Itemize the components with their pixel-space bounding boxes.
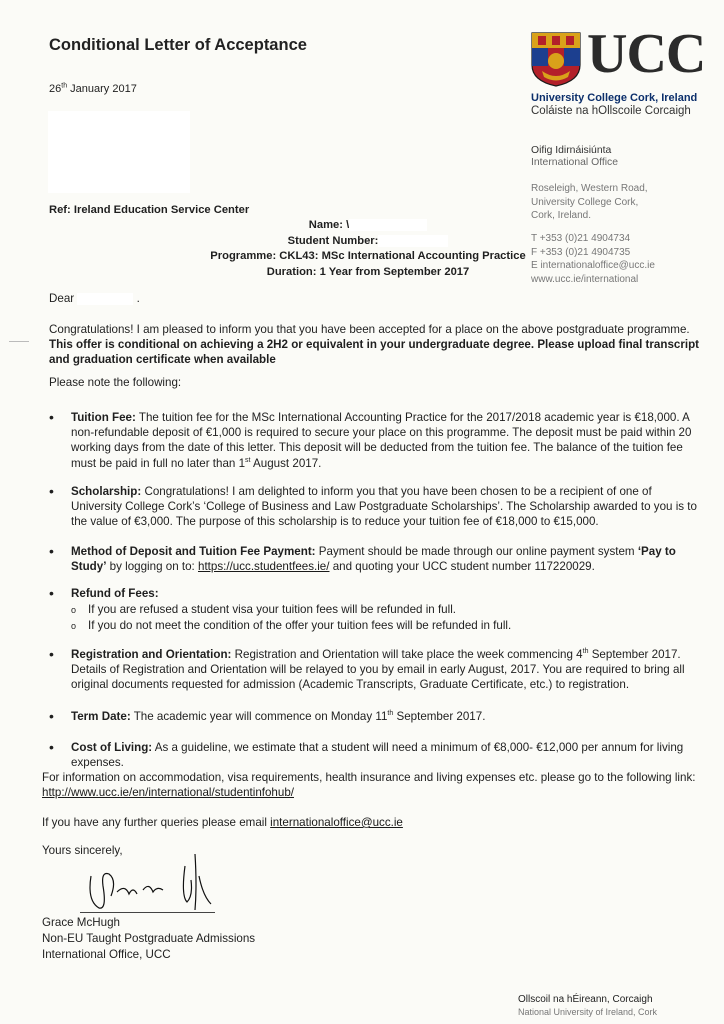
footer-english-name: National University of Ireland, Cork: [518, 1007, 658, 1017]
bullet-icon: •: [49, 585, 54, 601]
queries-paragraph: If you have any further queries please email internationaloffice@ucc.ie: [42, 816, 403, 829]
refund-subitem: o If you are refused a student visa your tuition fees will be refunded in full.: [71, 602, 456, 618]
ucc-wordmark: UCC: [587, 23, 706, 85]
ucc-crest-icon: [530, 31, 582, 87]
duration-line: Duration: 1 Year from September 2017: [266, 265, 470, 278]
contact-website: www.ucc.ie/international: [531, 273, 639, 285]
student-fees-link[interactable]: https://ucc.studentfees.ie/: [198, 560, 330, 574]
office-address: Roseleigh, Western Road, University College Cork, Cork, Ireland.: [531, 183, 648, 221]
info-paragraph: For information on accommodation, visa requirements, health insurance and living expenses etc. please go to the following link: http://www.ucc.ie/en/international/studentinfohub/: [42, 771, 696, 800]
circle-bullet-icon: o: [71, 605, 77, 615]
office-name-irish: Oifig Idirnáisiúnta: [531, 145, 612, 156]
reference-line: Ref: Ireland Education Service Center: [49, 204, 250, 216]
signatory-role: Non-EU Taught Postgraduate Admissions: [42, 932, 256, 945]
contact-email: E internationaloffice@ucc.ie: [531, 260, 655, 271]
student-info-hub-link[interactable]: http://www.ucc.ie/en/international/studentinfohub/: [42, 786, 294, 800]
refund-item: • Refund of Fees: o If you are refused a student visa your tuition fees will be refunded in full. o If you do not meet the condition of the offer your tuition fees will be refunded in full.: [49, 586, 701, 636]
bullet-icon: •: [49, 646, 54, 662]
intro-paragraph: Congratulations! I am pleased to inform you that you have been accepted for a place on the above postgraduate programme. This offer is conditional on achieving a 2H2 or equivalent in your undergraduate degree. Please upload final transcript and graduation certificate when available: [49, 323, 700, 367]
student-number-line: Student Number:: [210, 234, 526, 250]
please-note: Please note the following:: [49, 376, 182, 389]
salutation: Dear .: [49, 292, 140, 305]
refund-subitem: o If you do not meet the condition of the offer your tuition fees will be refunded in full.: [71, 618, 511, 634]
international-office-email-link[interactable]: internationaloffice@ucc.ie: [270, 816, 403, 829]
circle-bullet-icon: o: [71, 621, 77, 631]
signatory-office: International Office, UCC: [42, 948, 171, 961]
bullet-icon: •: [49, 483, 54, 499]
signature-line: [80, 912, 215, 913]
bullet-icon: •: [49, 543, 54, 559]
university-name: University College Cork, Ireland: [531, 92, 698, 104]
applicant-details: [210, 218, 526, 280]
bullet-icon: •: [49, 409, 54, 425]
footer-irish-name: Ollscoil na hÉireann, Corcaigh: [518, 994, 653, 1005]
redacted-address-block: [48, 111, 190, 193]
office-name-english: International Office: [531, 157, 619, 168]
name-line: Name: \: [210, 218, 526, 234]
bullet-icon: •: [49, 739, 54, 755]
letter-title: Conditional Letter of Acceptance: [49, 36, 307, 54]
letter-date: 26th January 2017: [49, 82, 137, 95]
closing: Yours sincerely,: [42, 844, 123, 857]
letter-page: Conditional Letter of Acceptance 26th January 2017 Ref: Ireland Education Service Center Name: \ Student Number: Programme: CKL43: MSc International Accounting Practice Duration: 1 Year from September 2017 UCC University College Cork, Ireland Coláiste na hOllscoile Corcaigh Oifig Idirnáisiúnta International Office Roseleigh, Western Road, University College Cork, Cork, Ireland. T +353 (0)21 4904734 F +353 (0)21 4904735 E internationaloffice@ucc.ie www.ucc.ie/international Dear . Congratulations! I am pleased to inform you that you have been accepted for a place on the above postgraduate programme. This offer is conditional on achieving a 2H2 or equivalent in your undergraduate degree. Please upload final transcript and graduation certificate when available Please note the following: • Tuition Fee: The tuition fee for the MSc International Accounting Practice for the 2017/2018 academic year is €18,000. A non-refundable deposit of €1,000 is required to secure your place on this programme. The deposit must be paid within 20 working days from the date of this letter. This deposit will be deducted from the tuition fee. The balance of the tuition fee must be paid in full no later than 1st August 2017. • Scholarship: Congratulations! I am delighted to inform you that you have been chosen to be a recipient of one of University College Cork’s ‘College of Business and Law Postgraduate Scholarships’. The Scholarship awarded to you is to the value of €3,000. The purpose of this scholarship is to reduce your tuition fee of €18,000 to €15,000. • Method of Deposit and Tuition Fee Payment: Payment should be made through our online payment system ‘Pay to Study’ by logging on to: https://ucc.studentfees.ie/ and quoting your UCC student number 117220029. • Refund of Fees: o If you are refused a student visa your tuition fees will be refunded in full. o If you do not meet the condition of the offer your tuition fees will be refunded in full. • Registration and Orientation: Registration and Orientation will take place the week commencing 4th September 2017. Details of Registration and Orientation will be relayed to you by email in early August, 2017. You are required to bring all original documents requested for admission (Academic Transcripts, Graduate Certificate, etc.) to registration. • Term Date: The academic year will commence on Monday 11th September 2017. • Cost of Living: As a guideline, we estimate that a student will need a minimum of €8,000- €12,000 per annum for living expenses. For information on accommodation, visa requirements, health insurance and living expenses etc. please go to the following link: http://www.ucc.ie/en/international/studentinfohub/ If you have any further queries please email internationaloffice@ucc.ie Yours sincerely, Grace McHugh Non-EU Taught Postgraduate Admissions International Office, UCC Ollscoil na hÉireann, Corcaigh National University of Ireland, Cork: [0, 0, 724, 1024]
signature-image: [77, 846, 237, 916]
office-contact: [531, 232, 655, 286]
margin-mark: [9, 341, 29, 342]
bullet-icon: •: [49, 708, 54, 724]
university-name-irish: Coláiste na hOllscoile Corcaigh: [531, 105, 691, 117]
fax-number: F +353 (0)21 4904735: [531, 246, 631, 258]
programme-line: Programme: CKL43: MSc International Accounting Practice: [210, 250, 526, 262]
signatory-name: Grace McHugh: [42, 916, 120, 929]
phone-number: T +353 (0)21 4904734: [531, 233, 631, 244]
